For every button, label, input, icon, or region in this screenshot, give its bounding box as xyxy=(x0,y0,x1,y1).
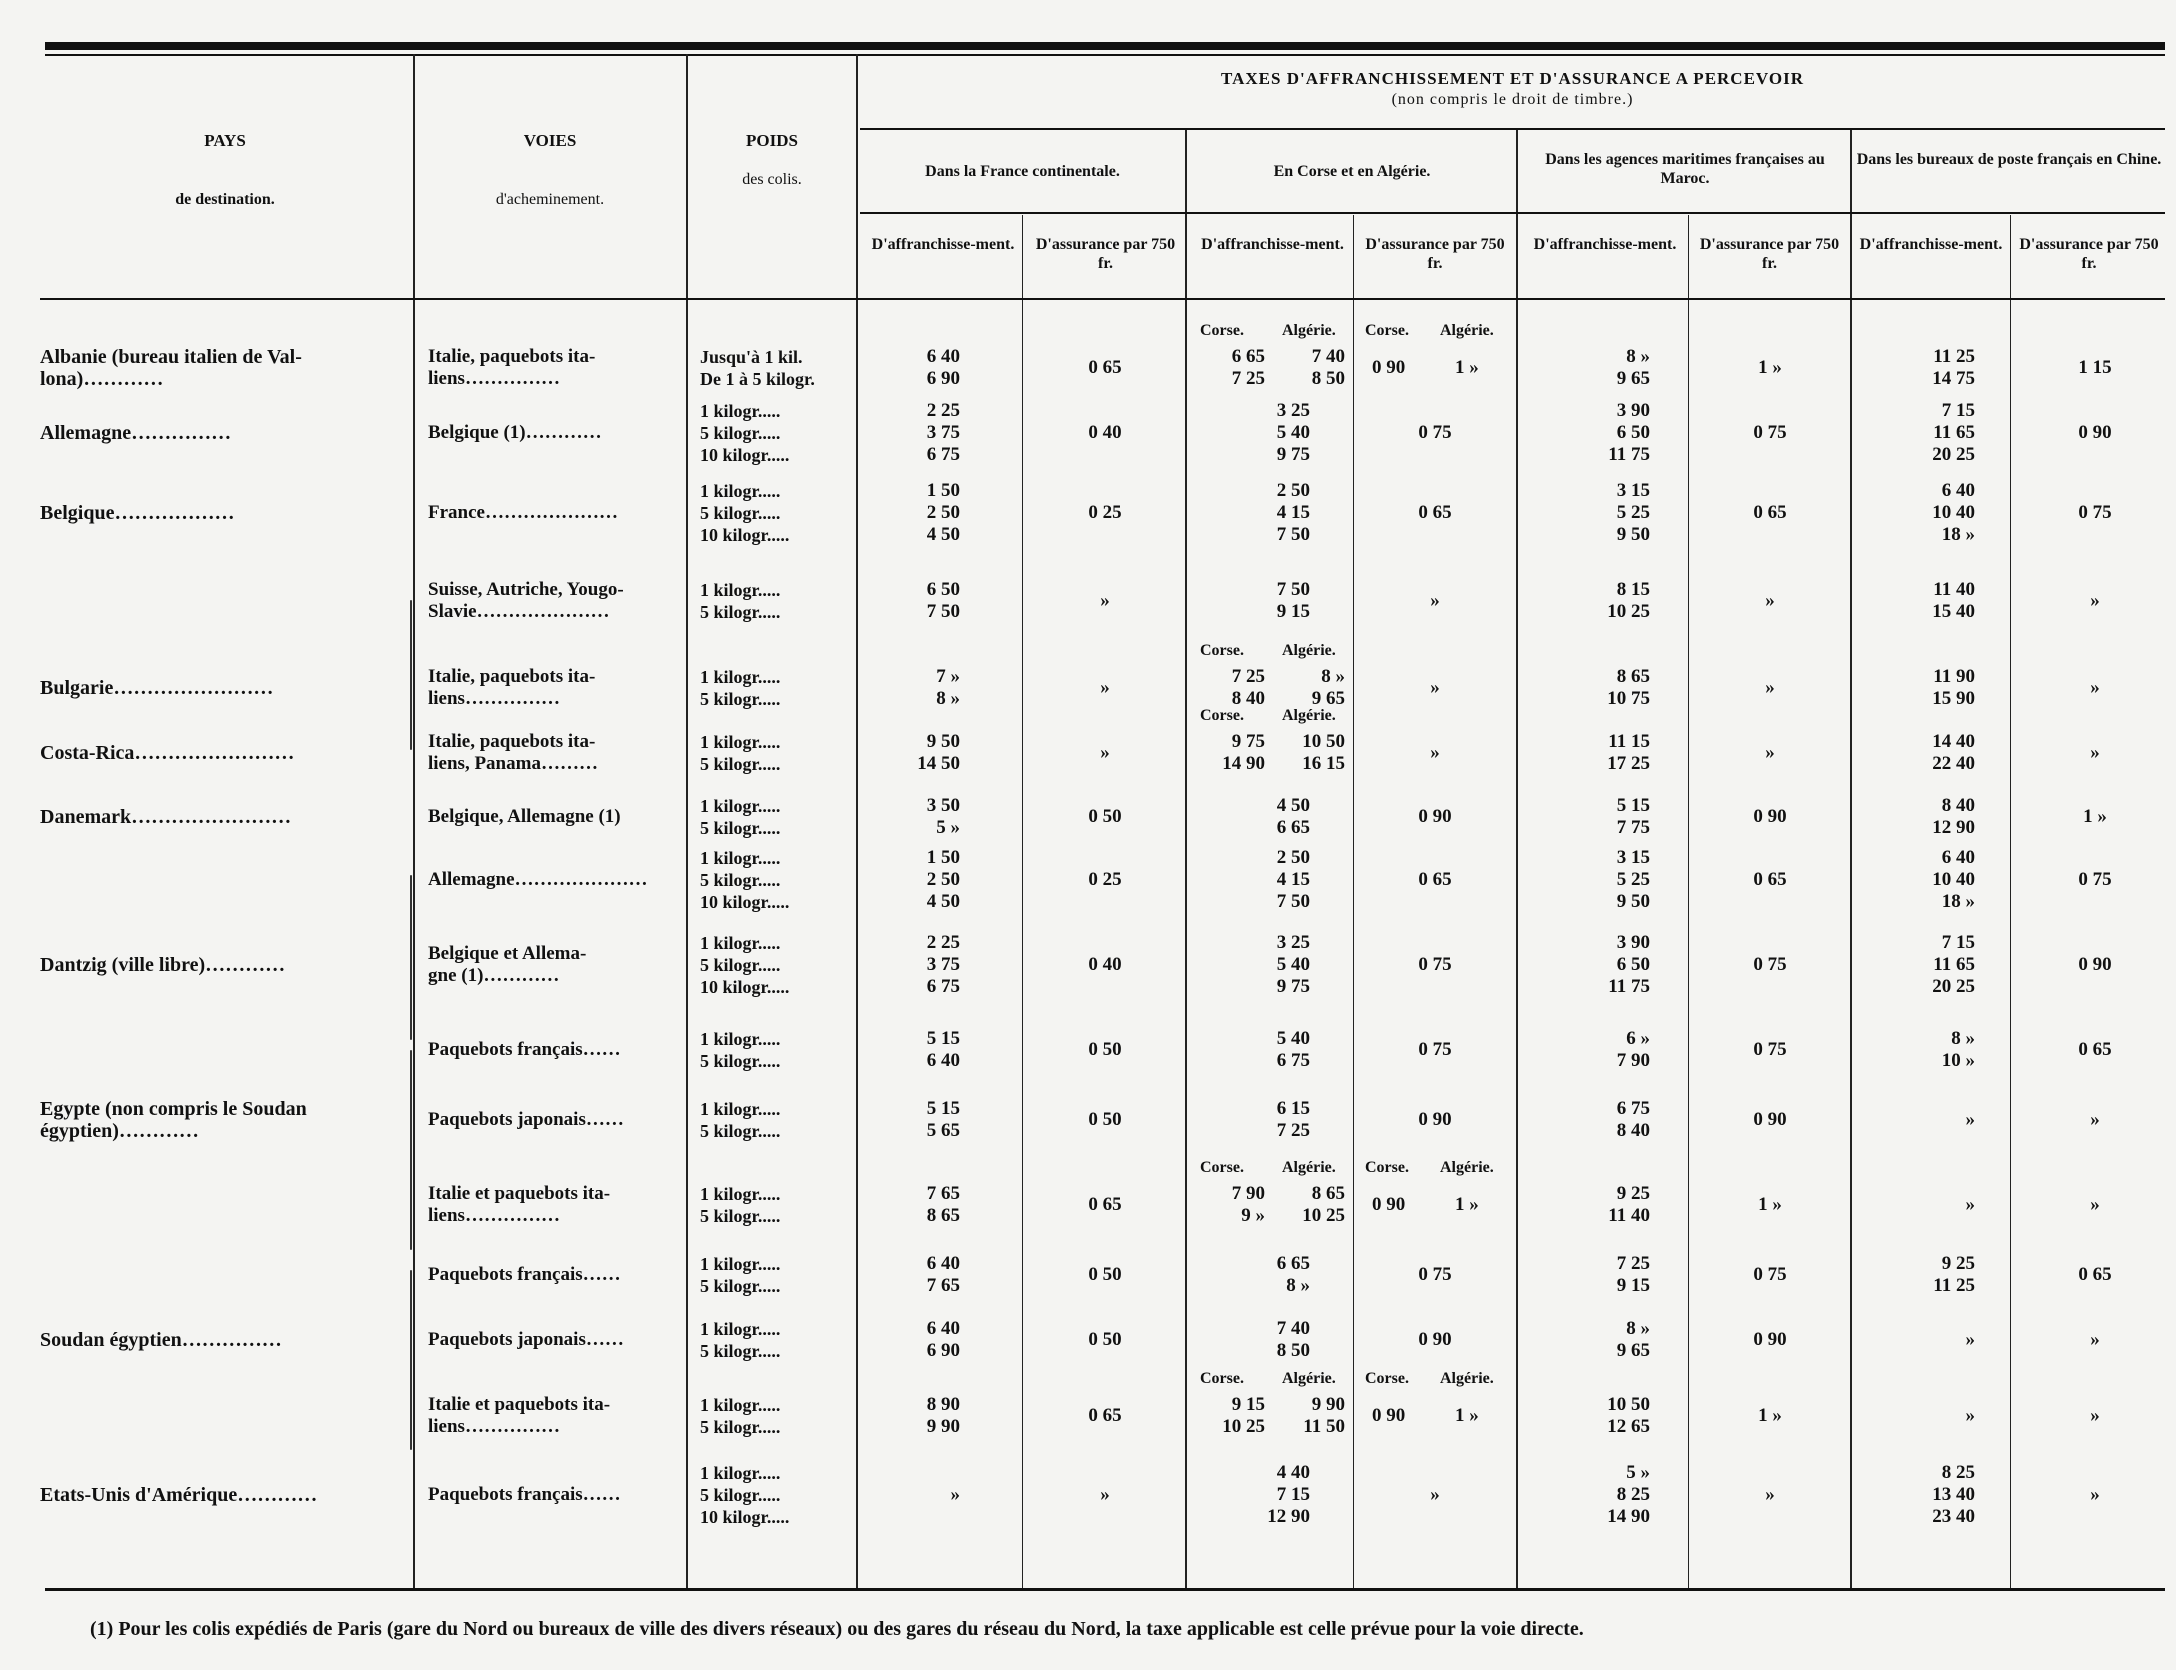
corse-assur-value: 0 90 xyxy=(1372,357,1406,378)
maroc-affr-value: 8 » 9 65 xyxy=(1616,346,1650,389)
pays-subheader: de destination. xyxy=(175,191,275,208)
group-maroc: Dans les agences maritimes françaises au Maroc. xyxy=(1545,151,1825,187)
chine-affr-value: » xyxy=(1965,1329,1975,1350)
group-france: Dans la France continentale. xyxy=(925,163,1120,180)
weight-list: 1 kilogr..... 5 kilogr..... 10 kilogr..... xyxy=(700,1463,790,1527)
country-name: Egypte (non compris le Soudan égyptien)………… xyxy=(40,1098,307,1142)
algerie-affr-value: 8 65 10 25 xyxy=(1302,1183,1345,1226)
chine-assur-value: » xyxy=(2090,1405,2100,1426)
chine-affr-value: 8 40 12 90 xyxy=(1932,795,1975,838)
weight-list: 1 kilogr..... 5 kilogr..... xyxy=(700,1029,781,1071)
algerie-label: Algérie. xyxy=(1282,1370,1336,1387)
chine-assur-value: 0 65 xyxy=(2078,1264,2112,1285)
corse-label: Corse. xyxy=(1365,322,1409,339)
route-name: Belgique, Allemagne (1) xyxy=(428,806,621,827)
maroc-affr-value: 5 15 7 75 xyxy=(1616,795,1650,838)
weight-list: 1 kilogr..... 5 kilogr..... xyxy=(700,796,781,838)
france-affr-value: 7 65 8 65 xyxy=(926,1183,960,1226)
corse-algerie-affr-value: 7 40 8 50 xyxy=(1276,1318,1310,1361)
france-assur-value: 0 40 xyxy=(1088,422,1122,443)
france-assur-value: 0 50 xyxy=(1088,1039,1122,1060)
taxes-header: TAXES D'AFFRANCHISSEMENT ET D'ASSURANCE A PERCEVOIR (non compris le droit de timbre.) xyxy=(860,68,2165,110)
country-name: Albanie (bureau italien de Val- lona)………… xyxy=(40,346,302,390)
corse-assur-value: 0 90 xyxy=(1372,1194,1406,1215)
corse-assur-value: 0 90 xyxy=(1372,1405,1406,1426)
weight-list: 1 kilogr..... 5 kilogr..... xyxy=(700,667,781,709)
maroc-affr-value: 3 15 5 25 9 50 xyxy=(1616,847,1650,912)
chine-affr-value: 7 15 11 65 20 25 xyxy=(1932,932,1975,997)
maroc-affr-value: 7 25 9 15 xyxy=(1616,1253,1650,1296)
chine-assur-value: » xyxy=(2090,590,2100,611)
maroc-assur-value: 0 90 xyxy=(1753,1329,1787,1350)
chine-assur-value: » xyxy=(2090,1329,2100,1350)
maroc-assur-value: 0 65 xyxy=(1753,502,1787,523)
algerie-affr-value: 7 40 8 50 xyxy=(1311,346,1345,389)
corse-affr-value: 9 75 14 90 xyxy=(1222,731,1265,774)
chine-affr-value: 8 » 10 » xyxy=(1941,1028,1975,1071)
chine-assur-value: 1 15 xyxy=(2078,357,2112,378)
corse-algerie-affr-value: 6 65 8 » xyxy=(1276,1253,1310,1296)
france-assur-value: » xyxy=(1100,677,1110,698)
algerie-label: Algérie. xyxy=(1282,707,1336,724)
corse-algerie-affr-value: 7 50 9 15 xyxy=(1276,579,1310,622)
weight-list: 1 kilogr..... 5 kilogr..... 10 kilogr..... xyxy=(700,848,790,912)
weight-list: 1 kilogr..... 5 kilogr..... xyxy=(700,1395,781,1437)
france-affr-value: 6 40 7 65 xyxy=(926,1253,960,1296)
corse-algerie-assur-value: 0 65 xyxy=(1418,869,1452,890)
maroc-affr-value: 8 65 10 75 xyxy=(1607,666,1650,709)
algerie-label: Algérie. xyxy=(1440,322,1494,339)
chine-assur-value: 0 75 xyxy=(2078,869,2112,890)
corse-affr-value: 7 25 8 40 xyxy=(1231,666,1265,709)
maroc-assur-value: » xyxy=(1765,1484,1775,1505)
poids-header: POIDS des colis. xyxy=(688,130,856,190)
weight-list: Jusqu'à 1 kil. De 1 à 5 kilogr. xyxy=(700,347,815,389)
maroc-affr-value: 11 15 17 25 xyxy=(1607,731,1650,774)
weight-list: 1 kilogr..... 5 kilogr..... 10 kilogr..... xyxy=(700,401,790,465)
footnote: (1) Pour les colis expédiés de Paris (gare du Nord ou bureaux de ville des divers réseaux) ou des gares du réseau du Nord, la taxe applicable est celle prévue pour la voie directe. xyxy=(90,1618,1584,1640)
chine-assur-value: » xyxy=(2090,1194,2100,1215)
col-divider xyxy=(1185,130,1187,1589)
corse-algerie-affr-value: 3 25 5 40 9 75 xyxy=(1276,932,1310,997)
france-assur-value: 0 50 xyxy=(1088,1264,1122,1285)
maroc-affr-value: 3 90 6 50 11 75 xyxy=(1608,932,1650,997)
france-affr-value: 1 50 2 50 4 50 xyxy=(926,847,960,912)
corse-algerie-affr-value: 2 50 4 15 7 50 xyxy=(1276,847,1310,912)
corse-algerie-affr-value: 4 40 7 15 12 90 xyxy=(1267,1462,1310,1527)
corse-algerie-assur-value: 0 90 xyxy=(1418,806,1452,827)
maroc-affr-value: 3 15 5 25 9 50 xyxy=(1616,480,1650,545)
corse-algerie-assur-value: 0 90 xyxy=(1418,1109,1452,1130)
maroc-assur-value: 1 » xyxy=(1758,1405,1782,1426)
corse-algerie-affr-value: 6 15 7 25 xyxy=(1276,1098,1310,1141)
chine-assur-value: » xyxy=(2090,1484,2100,1505)
algerie-label: Algérie. xyxy=(1282,322,1336,339)
france-affr-value: 6 40 6 90 xyxy=(926,1318,960,1361)
corse-algerie-assur-value: 0 75 xyxy=(1418,1264,1452,1285)
chine-affr-value: 7 15 11 65 20 25 xyxy=(1932,400,1975,465)
chine-assur-value: 0 65 xyxy=(2078,1039,2112,1060)
weight-list: 1 kilogr..... 5 kilogr..... xyxy=(700,1184,781,1226)
col-ch-assur: D'assurance par 750 fr. xyxy=(2019,236,2159,272)
weight-list: 1 kilogr..... 5 kilogr..... 10 kilogr..... xyxy=(700,933,790,997)
group-chine: Dans les bureaux de poste français en Chine. xyxy=(1856,151,2162,168)
route-name: France………………… xyxy=(428,502,618,523)
corse-algerie-assur-value: 0 75 xyxy=(1418,954,1452,975)
corse-algerie-assur-value: » xyxy=(1430,677,1440,698)
col-divider xyxy=(686,54,688,1589)
col-fr-affr: D'affranchisse-ment. xyxy=(871,236,1015,253)
maroc-assur-value: 0 75 xyxy=(1753,422,1787,443)
col-divider xyxy=(1516,130,1518,1589)
france-assur-value: 0 50 xyxy=(1088,1329,1122,1350)
weight-list: 1 kilogr..... 5 kilogr..... xyxy=(700,732,781,774)
france-assur-value: 0 40 xyxy=(1088,954,1122,975)
chine-affr-value: 9 25 11 25 xyxy=(1933,1253,1975,1296)
route-name: Italie, paquebots ita- liens, Panama……… xyxy=(428,731,598,774)
chine-affr-value: 14 40 22 40 xyxy=(1932,731,1975,774)
maroc-affr-value: 10 50 12 65 xyxy=(1607,1394,1650,1437)
poids-subheader: des colis. xyxy=(742,171,802,188)
corse-label: Corse. xyxy=(1200,642,1244,659)
country-name: Soudan égyptien…………… xyxy=(40,1329,282,1351)
country-name: Costa-Rica…………………… xyxy=(40,742,295,764)
brace xyxy=(410,600,412,750)
chine-affr-value: 8 25 13 40 23 40 xyxy=(1932,1462,1975,1527)
algerie-affr-value: 8 » 9 65 xyxy=(1311,666,1345,709)
corse-label: Corse. xyxy=(1365,1159,1409,1176)
chine-assur-value: » xyxy=(2090,1109,2100,1130)
chine-affr-value: 11 25 14 75 xyxy=(1932,346,1975,389)
maroc-assur-value: 1 » xyxy=(1758,357,1782,378)
france-affr-value: 9 50 14 50 xyxy=(917,731,960,774)
maroc-affr-value: 5 » 8 25 14 90 xyxy=(1607,1462,1650,1527)
corse-algerie-affr-value: 3 25 5 40 9 75 xyxy=(1276,400,1310,465)
maroc-assur-value: 0 65 xyxy=(1753,869,1787,890)
col-divider xyxy=(1850,130,1852,1589)
weight-list: 1 kilogr..... 5 kilogr..... xyxy=(700,580,781,622)
col-divider xyxy=(1353,215,1354,1589)
chine-assur-value: 0 75 xyxy=(2078,502,2112,523)
col-ch-affr: D'affranchisse-ment. xyxy=(1859,236,2003,253)
chine-affr-value: 6 40 10 40 18 » xyxy=(1932,480,1975,545)
chine-assur-value: 0 90 xyxy=(2078,954,2112,975)
chine-affr-value: 6 40 10 40 18 » xyxy=(1932,847,1975,912)
route-name: Italie, paquebots ita- liens…………… xyxy=(428,346,596,389)
france-assur-value: 0 50 xyxy=(1088,806,1122,827)
corse-label: Corse. xyxy=(1200,322,1244,339)
france-assur-value: 0 65 xyxy=(1088,1194,1122,1215)
brace xyxy=(410,875,412,1040)
chine-affr-value: » xyxy=(1965,1109,1975,1130)
maroc-assur-value: 0 75 xyxy=(1753,1039,1787,1060)
col-fr-assur: D'assurance par 750 fr. xyxy=(1035,236,1176,272)
maroc-assur-value: 0 75 xyxy=(1753,954,1787,975)
header-bottom-rule xyxy=(40,298,2165,300)
country-name: Bulgarie…………………… xyxy=(40,677,274,699)
france-affr-value: 1 50 2 50 4 50 xyxy=(926,480,960,545)
taxes-rule xyxy=(860,128,2165,130)
france-assur-value: 0 25 xyxy=(1088,869,1122,890)
col-ma-affr: D'affranchisse-ment. xyxy=(1533,236,1677,253)
maroc-affr-value: 8 » 9 65 xyxy=(1616,1318,1650,1361)
france-affr-value: 6 50 7 50 xyxy=(926,579,960,622)
corse-algerie-assur-value: » xyxy=(1430,1484,1440,1505)
algerie-label: Algérie. xyxy=(1282,1159,1336,1176)
france-affr-value: 6 40 6 90 xyxy=(926,346,960,389)
france-assur-value: 0 25 xyxy=(1088,502,1122,523)
maroc-assur-value: 0 90 xyxy=(1753,806,1787,827)
maroc-affr-value: 9 25 11 40 xyxy=(1608,1183,1650,1226)
corse-algerie-affr-value: 5 40 6 75 xyxy=(1276,1028,1310,1071)
country-name: Danemark…………………… xyxy=(40,806,292,828)
col-divider xyxy=(2010,215,2011,1589)
weight-list: 1 kilogr..... 5 kilogr..... xyxy=(700,1099,781,1141)
top-rule xyxy=(45,42,2165,50)
route-name: Paquebots japonais…… xyxy=(428,1109,624,1130)
groups-rule xyxy=(860,212,2165,214)
france-affr-value: 2 25 3 75 6 75 xyxy=(926,400,960,465)
chine-affr-value: » xyxy=(1965,1194,1975,1215)
maroc-assur-value: » xyxy=(1765,590,1775,611)
chine-affr-value: » xyxy=(1965,1405,1975,1426)
country-name: Etats-Unis d'Amérique………… xyxy=(40,1484,318,1506)
corse-affr-value: 9 15 10 25 xyxy=(1222,1394,1265,1437)
algerie-affr-value: 9 90 11 50 xyxy=(1303,1394,1345,1437)
corse-label: Corse. xyxy=(1200,1370,1244,1387)
corse-label: Corse. xyxy=(1365,1370,1409,1387)
algerie-assur-value: 1 » xyxy=(1455,1194,1479,1215)
chine-affr-value: 11 90 15 90 xyxy=(1932,666,1975,709)
route-name: Belgique (1)………… xyxy=(428,422,602,443)
country-name: Belgique……………… xyxy=(40,502,235,524)
col-ca-affr: D'affranchisse-ment. xyxy=(1201,236,1344,253)
route-name: Paquebots français…… xyxy=(428,1039,621,1060)
corse-affr-value: 6 65 7 25 xyxy=(1231,346,1265,389)
bottom-rule xyxy=(45,1588,2165,1591)
maroc-assur-value: 0 90 xyxy=(1753,1109,1787,1130)
col-divider xyxy=(1022,215,1023,1589)
algerie-affr-value: 10 50 16 15 xyxy=(1302,731,1345,774)
col-ma-assur: D'assurance par 750 fr. xyxy=(1699,236,1840,272)
france-assur-value: 0 65 xyxy=(1088,357,1122,378)
top-rule-thin xyxy=(45,54,2165,56)
chine-affr-value: 11 40 15 40 xyxy=(1932,579,1975,622)
maroc-affr-value: 6 75 8 40 xyxy=(1616,1098,1650,1141)
algerie-assur-value: 1 » xyxy=(1455,1405,1479,1426)
brace xyxy=(410,1050,412,1250)
corse-algerie-assur-value: 0 65 xyxy=(1418,502,1452,523)
algerie-label: Algérie. xyxy=(1440,1370,1494,1387)
voies-header: VOIES d'acheminement. xyxy=(415,130,685,210)
maroc-assur-value: » xyxy=(1765,677,1775,698)
country-name: Dantzig (ville libre)………… xyxy=(40,954,286,976)
france-affr-value: 2 25 3 75 6 75 xyxy=(926,932,960,997)
maroc-assur-value: 1 » xyxy=(1758,1194,1782,1215)
route-name: Suisse, Autriche, Yougo- Slavie………………… xyxy=(428,579,624,622)
france-affr-value: 5 15 6 40 xyxy=(926,1028,960,1071)
corse-algerie-assur-value: » xyxy=(1430,742,1440,763)
corse-algerie-affr-value: 4 50 6 65 xyxy=(1276,795,1310,838)
chine-assur-value: 1 » xyxy=(2083,806,2107,827)
route-name: Italie et paquebots ita- liens…………… xyxy=(428,1183,611,1226)
france-affr-value: 5 15 5 65 xyxy=(926,1098,960,1141)
weight-list: 1 kilogr..... 5 kilogr..... 10 kilogr..... xyxy=(700,481,790,545)
weight-list: 1 kilogr..... 5 kilogr..... xyxy=(700,1319,781,1361)
france-assur-value: 0 50 xyxy=(1088,1109,1122,1130)
route-name: Paquebots français…… xyxy=(428,1484,621,1505)
corse-algerie-assur-value: » xyxy=(1430,590,1440,611)
corse-algerie-assur-value: 0 75 xyxy=(1418,422,1452,443)
weight-list: 1 kilogr..... 5 kilogr..... xyxy=(700,1254,781,1296)
chine-assur-value: 0 90 xyxy=(2078,422,2112,443)
france-affr-value: » xyxy=(950,1484,960,1505)
col-ca-assur: D'assurance par 750 fr. xyxy=(1365,236,1505,272)
maroc-assur-value: » xyxy=(1765,742,1775,763)
chine-assur-value: » xyxy=(2090,742,2100,763)
corse-algerie-assur-value: 0 90 xyxy=(1418,1329,1452,1350)
france-assur-value: » xyxy=(1100,590,1110,611)
france-affr-value: 8 90 9 90 xyxy=(926,1394,960,1437)
route-name: Paquebots japonais…… xyxy=(428,1329,624,1350)
route-name: Allemagne………………… xyxy=(428,869,648,890)
country-name: Allemagne…………… xyxy=(40,422,232,444)
route-name: Italie et paquebots ita- liens…………… xyxy=(428,1394,611,1437)
group-corse-algerie: En Corse et en Algérie. xyxy=(1273,163,1431,180)
corse-label: Corse. xyxy=(1200,707,1244,724)
algerie-assur-value: 1 » xyxy=(1455,357,1479,378)
voies-subheader: d'acheminement. xyxy=(495,191,605,208)
col-divider xyxy=(856,54,858,1589)
corse-label: Corse. xyxy=(1200,1159,1244,1176)
col-divider xyxy=(413,54,415,1589)
maroc-assur-value: 0 75 xyxy=(1753,1264,1787,1285)
col-divider xyxy=(1688,215,1689,1589)
algerie-label: Algérie. xyxy=(1440,1159,1494,1176)
chine-assur-value: » xyxy=(2090,677,2100,698)
route-name: Paquebots français…… xyxy=(428,1264,621,1285)
route-name: Belgique et Allema- gne (1)………… xyxy=(428,943,587,986)
pays-header: PAYS de destination. xyxy=(45,130,405,210)
france-assur-value: » xyxy=(1100,742,1110,763)
france-affr-value: 7 » 8 » xyxy=(936,666,960,709)
maroc-affr-value: 3 90 6 50 11 75 xyxy=(1608,400,1650,465)
corse-affr-value: 7 90 9 » xyxy=(1231,1183,1265,1226)
route-name: Italie, paquebots ita- liens…………… xyxy=(428,666,596,709)
france-assur-value: » xyxy=(1100,1484,1110,1505)
brace xyxy=(410,1270,412,1450)
maroc-affr-value: 8 15 10 25 xyxy=(1607,579,1650,622)
corse-algerie-assur-value: 0 75 xyxy=(1418,1039,1452,1060)
france-assur-value: 0 65 xyxy=(1088,1405,1122,1426)
corse-algerie-affr-value: 2 50 4 15 7 50 xyxy=(1276,480,1310,545)
maroc-affr-value: 6 » 7 90 xyxy=(1616,1028,1650,1071)
taxes-subheader: (non compris le droit de timbre.) xyxy=(1391,91,1634,108)
france-affr-value: 3 50 5 » xyxy=(926,795,960,838)
algerie-label: Algérie. xyxy=(1282,642,1336,659)
